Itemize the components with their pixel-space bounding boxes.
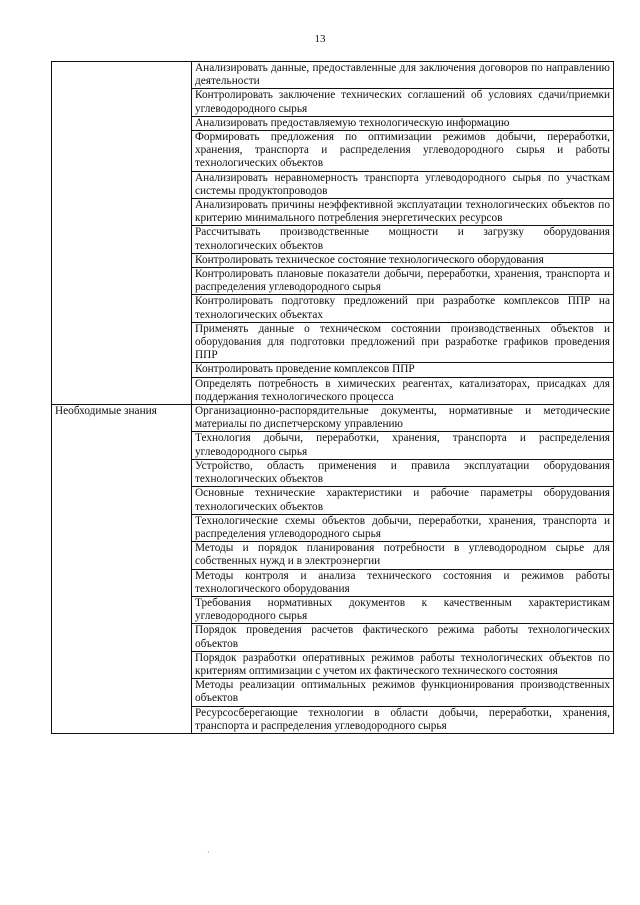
requirement-item: Методы и порядок планирования потребности в углеводородном сырье для собственных нужд и в электроэнергии bbox=[192, 542, 614, 569]
requirement-item: Анализировать причины неэффективной эксплуатации технологических объектов по критерию минимального потребления энергетических ресурсов bbox=[192, 199, 614, 226]
requirement-item: Контролировать техническое состояние технологического оборудования bbox=[192, 253, 614, 267]
scan-speck: · bbox=[207, 848, 210, 857]
section-label: Необходимые знания bbox=[52, 405, 192, 734]
page-number: 13 bbox=[314, 33, 326, 45]
table-row bbox=[52, 62, 614, 89]
requirement-item: Технология добычи, переработки, хранения, транспорта и распределения углеводородного сырья bbox=[192, 432, 614, 459]
requirement-item: Анализировать предоставляемую технологическую информацию bbox=[192, 116, 614, 130]
requirement-item: Анализировать данные, предоставленные для заключения договоров по направлению деятельности bbox=[192, 62, 614, 89]
table-body bbox=[52, 62, 614, 734]
requirement-item: Контролировать плановые показатели добычи, переработки, хранения, транспорта и распределения углеводородного сырья bbox=[192, 268, 614, 295]
requirement-item: Ресурсосберегающие технологии в области добычи, переработки, хранения, транспорта и распределения углеводородного сырья bbox=[192, 706, 614, 733]
requirement-item: Определять потребность в химических реагентах, катализаторах, присадках для поддержания технологического процесса bbox=[192, 377, 614, 404]
requirements-table bbox=[51, 61, 614, 734]
requirement-item: Методы реализации оптимальных режимов функционирования производственных объектов bbox=[192, 679, 614, 706]
requirement-item: Методы контроля и анализа технического состояния и режимов работы технологического оборудования bbox=[192, 569, 614, 596]
requirement-item: Рассчитывать производственные мощности и загрузку оборудования технологических объектов bbox=[192, 226, 614, 253]
requirement-item: Устройство, область применения и правила эксплуатации оборудования технологических объектов bbox=[192, 459, 614, 486]
table-row bbox=[52, 405, 614, 432]
requirement-item: Контролировать заключение технических соглашений об условиях сдачи/приемки углеводородного сырья bbox=[192, 89, 614, 116]
requirement-item: Формировать предложения по оптимизации режимов добычи, переработки, хранения, транспорта и распределения углеводородного сырья и работы технологических объектов bbox=[192, 131, 614, 172]
requirement-item: Порядок проведения расчетов фактического режима работы технологических объектов bbox=[192, 624, 614, 651]
requirement-item: Технологические схемы объектов добычи, переработки, хранения, транспорта и распределения углеводородного сырья bbox=[192, 514, 614, 541]
requirement-item: Требования нормативных документов к качественным характеристикам углеводородного сырья bbox=[192, 596, 614, 623]
requirement-item: Контролировать подготовку предложений при разработке комплексов ППР на технологических объектах bbox=[192, 295, 614, 322]
requirement-item: Организационно-распорядительные документы, нормативные и методические материалы по диспетчерскому управлению bbox=[192, 405, 614, 432]
requirement-item: Порядок разработки оперативных режимов работы технологических объектов по критериям оптимизации с учетом их фактического технического состояния bbox=[192, 651, 614, 678]
requirement-item: Контролировать проведение комплексов ППР bbox=[192, 363, 614, 377]
requirement-item: Анализировать неравномерность транспорта углеводородного сырья по участкам системы продуктопроводов bbox=[192, 171, 614, 198]
requirement-item: Применять данные о техническом состоянии производственных объектов и оборудования для подготовки предложений при разработке графиков проведения ППР bbox=[192, 322, 614, 363]
section-label bbox=[52, 62, 192, 405]
requirement-item: Основные технические характеристики и рабочие параметры оборудования технологических объектов bbox=[192, 487, 614, 514]
